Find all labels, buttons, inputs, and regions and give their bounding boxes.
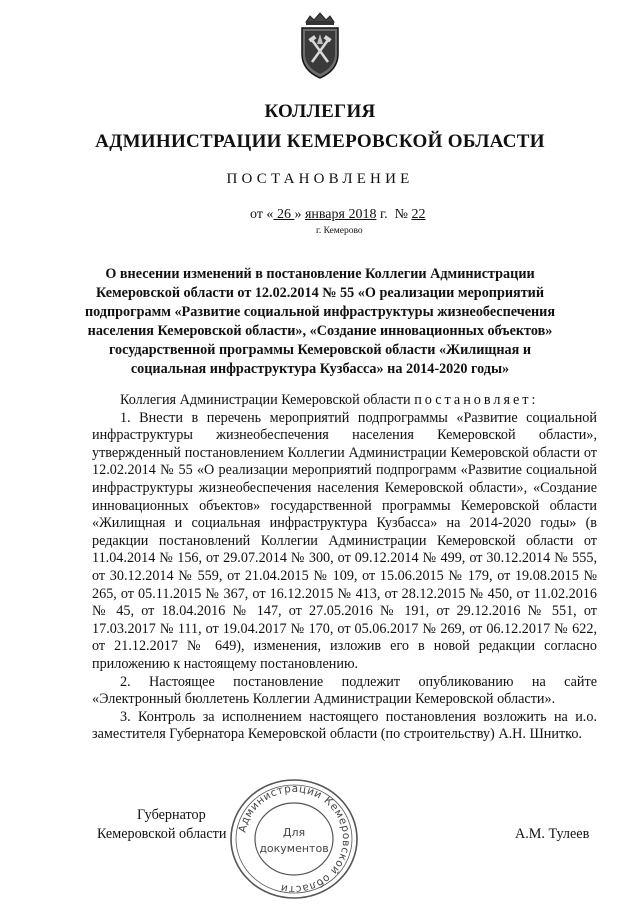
coat-of-arms-emblem [296,10,344,82]
title-line: подпрограмм «Развитие социальной инфраструктуры жизнеобеспечения [84,304,556,320]
item-3: 3. Контроль за исполнением настоящего постановления возложить на и.о. заместителя Губернатора Кемеровской области (по строительству) А.Н. Шнитко. [92,708,597,743]
title-line: Кемеровской области от 12.02.2014 № 55 «О реализации мероприятий [95,285,545,301]
title-line: государственной программы Кемеровской области «Жилищная и [108,342,532,358]
signatory-position-line2: Кемеровской области [97,826,227,842]
org-name-line2: АДМИНИСТРАЦИИ КЕМЕРОВСКОЙ ОБЛАСТИ [95,131,545,152]
city: г. Кемерово [316,226,363,236]
stamp-center-line2: документов [259,842,329,855]
date-number-line [250,207,425,223]
document-title [80,265,560,379]
number-prefix: № [394,207,412,222]
document-type: ПОСТАНОВЛЕНИЕ [226,171,414,187]
preamble-colon: : [531,392,536,408]
item-1: 1. Внести в перечень мероприятий подпрограммы «Развитие социальной инфраструктуры жизнеобеспечения населения Кемеровской области», утвержденный постановлением Коллегии Администрации Кемеровской области от 12.02.2014 № 55 «О реализации мероприятий подпрограмм «Развитие социальной инфраструктуры жизнеобеспечения населения Кемеровской области», «Создание инновационных объектов» государственной программы Кемеровской области «Жилищная и социальная инфраструктура Кузбасса» на 2014-2020 годы» (в редакции постановлений Коллегии Администрации Кемеровской области от 11.04.2014 № 156, от 29.07.2014 № 300, от 09.12.2014 № 499, от 30.12.2014 № 555, от 30.12.2014 № 559, от 21.04.2015 № 109, от 15.06.2015 № 179, от 19.08.2015 № 265, от 05.11.2015 № 367, от 16.12.2015 № 413, от 28.12.2015 № 450, от 11.02.2016 № 45, от 18.04.2016 № 147, от 27.05.2016 № 191, от 29.12.2016 № 551, от 17.03.2017 № 111, от 19.04.2017 № 170, от 05.06.2017 № 269, от 06.12.2017 № 622, от 21.12.2017 № 649), изменения, изложив его в новой редакции согласно приложению к настоящему постановлению. [92,409,597,672]
date-mid: » [294,207,305,222]
preamble-text: Коллегия Администрации Кемеровской области [120,392,415,408]
preamble [92,392,597,410]
preamble-verb: постановляет [414,392,532,408]
title-line: населения Кемеровской области», «Создание инновационных объектов» [87,323,553,339]
signatory-position-line1: Губернатор [137,807,206,823]
date-day: 26 [273,207,295,222]
signatory-name: А.М. Тулеев [515,826,590,842]
document-number: 22 [411,207,426,222]
document-body [92,392,597,744]
title-line: О внесении изменений в постановление Коллегии Администрации [105,266,535,282]
title-line: социальная инфраструктура Кузбасса» на 2014-2020 годы» [130,361,510,377]
stamp-center-line1: Для [282,826,306,839]
org-name-line1: КОЛЛЕГИЯ [264,101,376,122]
date-year-suffix: г. [376,207,388,222]
date-month-year: января 2018 [304,207,377,222]
official-stamp [228,778,360,900]
date-prefix: от « [250,207,274,222]
item-2: 2. Настоящее постановление подлежит опубликованию на сайте «Электронный бюллетень Коллегии Администрации Кемеровской области». [92,673,597,708]
stamp-ring-text: Администрации Кемеровской области [236,782,353,896]
